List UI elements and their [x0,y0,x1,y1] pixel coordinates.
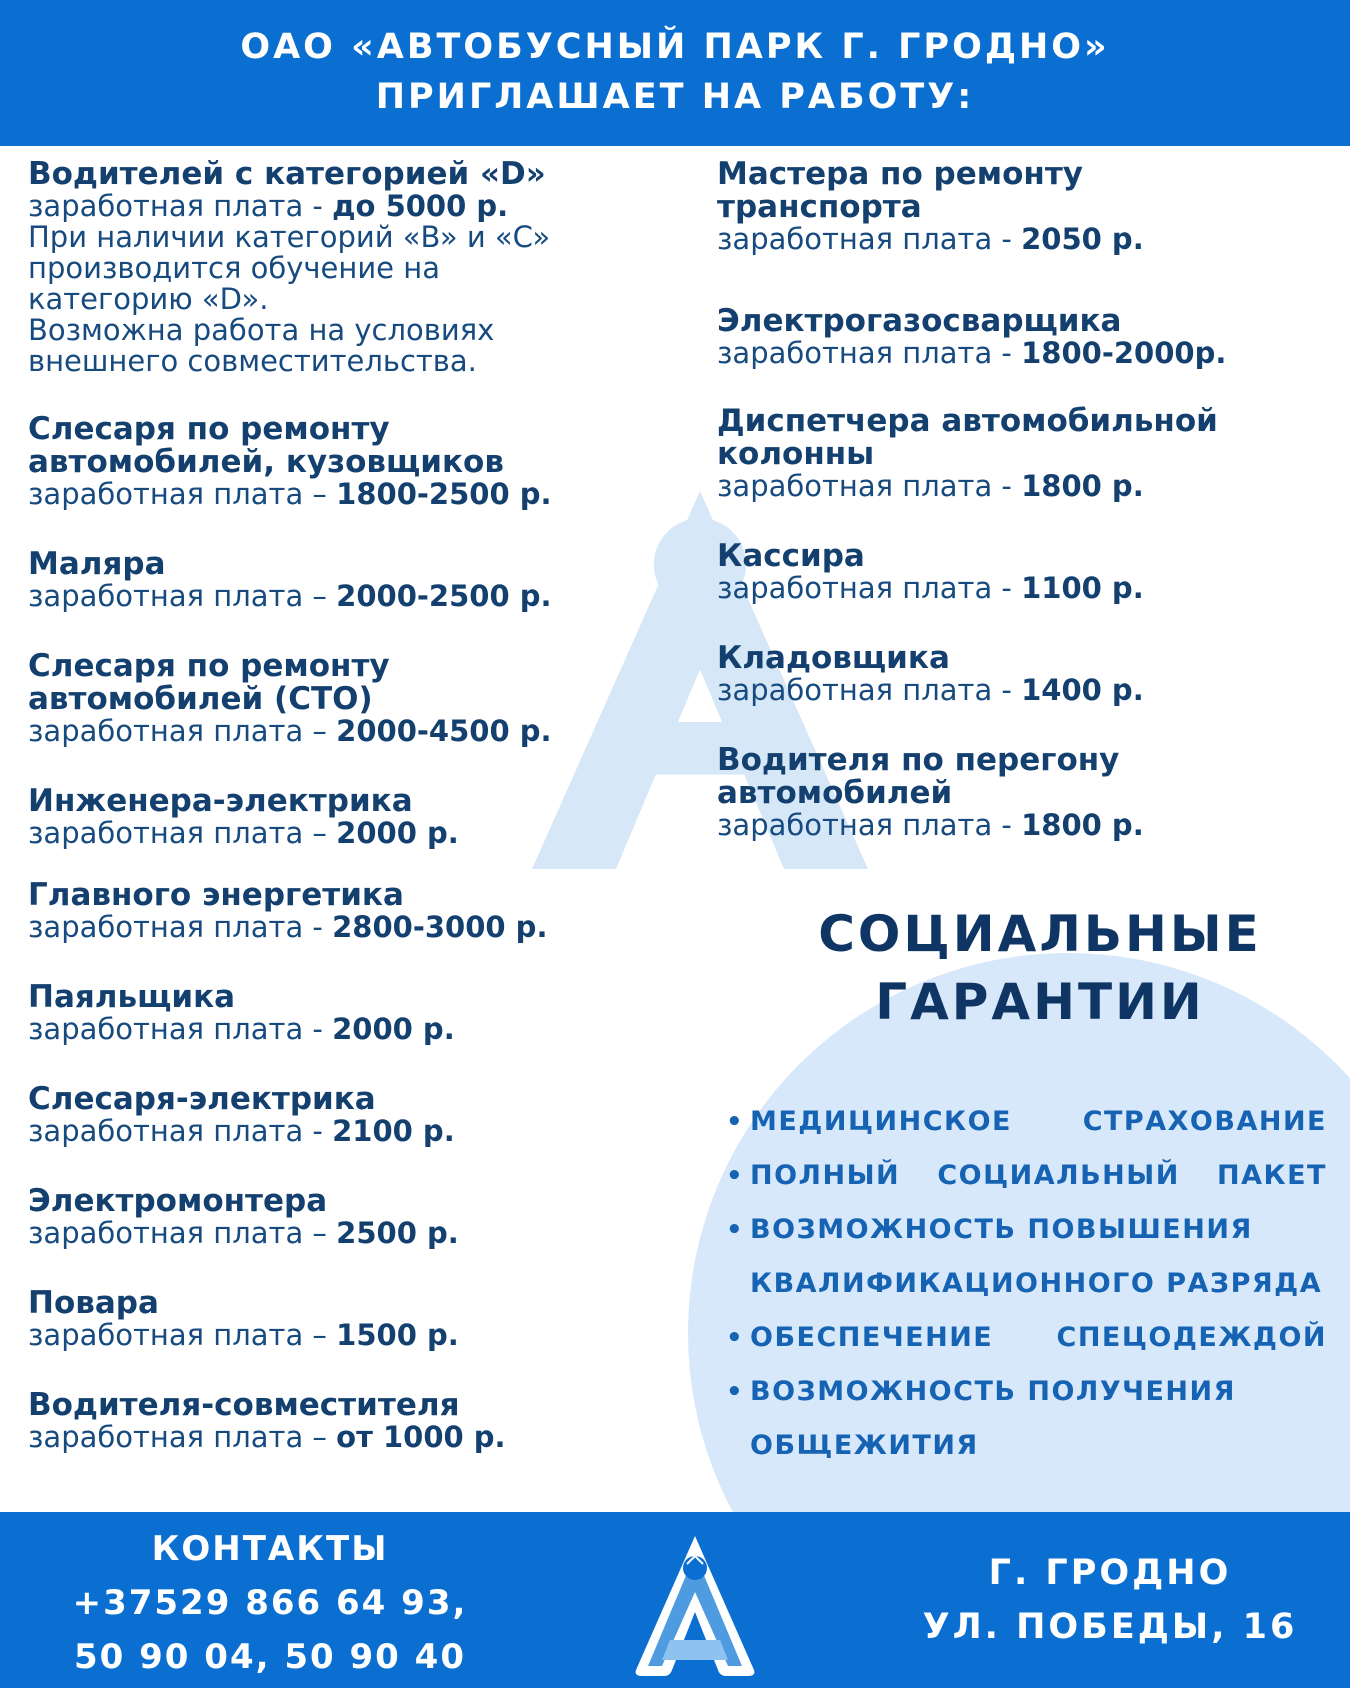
job-part-time-driver [28,1389,688,1453]
job-salary: заработная плата - 2100 р. [28,1114,455,1148]
job-salary: заработная плата – 2000-2500 р. [28,579,552,613]
job-cashier [717,540,1347,604]
job-salary: заработная плата – 2500 р. [28,1216,459,1250]
company-logo-icon [630,1530,760,1678]
job-title: Электромонтера [28,1183,328,1219]
social-item: • ОБЕСПЕЧЕНИЕ СПЕЦОДЕЖДОЙ [722,1311,1327,1365]
phone-numbers[interactable]: 50 90 04, 50 90 40 [74,1637,466,1677]
job-title: Водителя по перегону [717,742,1120,778]
job-salary: заработная плата - 1800 р. [717,469,1144,503]
job-title: Электрогазосварщика [717,303,1122,339]
job-painter [28,548,688,612]
job-salary: заработная плата - 1400 р. [717,673,1144,707]
job-title: Главного энергетика [28,877,404,913]
job-title: Слесаря по ремонту [28,648,390,684]
job-title: Слесаря по ремонту [28,411,390,447]
job-title: Повара [28,1285,159,1321]
bullet-icon: • [726,1107,745,1137]
job-title: Водителей с категорией «D» [28,156,546,192]
job-salary: заработная плата – 1800-2500 р. [28,477,552,511]
job-sto-mechanic [28,650,688,747]
job-electrical-engineer [28,785,688,849]
job-note: Возможна работа на условиях [28,313,495,347]
jobs-left-column [28,158,688,1453]
job-salary: заработная плата – 1500 р. [28,1318,459,1352]
job-electrician-mechanic [28,1083,688,1147]
job-cook [28,1287,688,1351]
job-note: внешнего совместительства. [28,344,477,378]
job-title: колонны [717,436,875,472]
job-note: При наличии категорий «B» и «C» [28,220,551,254]
job-salary: заработная плата - 2000 р. [28,1012,455,1046]
job-salary: заработная плата - 2800-3000 р. [28,910,548,944]
job-title: Водителя-совместителя [28,1387,460,1423]
bullet-icon: • [726,1215,745,1245]
header-title-line2: ПРИГЛАШАЕТ НА РАБОТУ: [375,77,975,117]
job-salary: заработная плата – 2000 р. [28,816,459,850]
job-title: автомобилей (СТО) [28,681,373,717]
job-title: Мастера по ремонту [717,156,1083,192]
job-storekeeper [717,642,1347,706]
job-note: категорию «D». [28,282,269,316]
footer-banner [0,1512,1350,1688]
job-title: транспорта [717,189,922,225]
social-item: • ПОЛНЫЙ СОЦИАЛЬНЫЙ ПАКЕТ [722,1149,1327,1203]
phone-numbers[interactable]: +37529 866 64 93, [72,1583,468,1623]
job-electrician [28,1185,688,1249]
job-repair-master [717,158,1347,255]
job-title: Паяльщика [28,979,236,1015]
social-guarantees-title: СОЦИАЛЬНЫЕ ГАРАНТИИ [818,905,1262,1031]
job-title: автомобилей [717,775,953,811]
social-item: • ВОЗМОЖНОСТЬ ПОЛУЧЕНИЯ ОБЩЕЖИТИЯ [722,1365,1327,1473]
job-title: Кассира [717,538,865,574]
address-city: Г. ГРОДНО [988,1553,1232,1593]
job-title: автомобилей, кузовщиков [28,444,504,480]
job-transfer-driver [717,744,1347,841]
job-solderer [28,981,688,1045]
bullet-icon: • [726,1161,745,1191]
job-title: Инженера-электрика [28,783,413,819]
bullet-icon: • [726,1377,745,1407]
job-salary: заработная плата – от 1000 р. [28,1420,506,1454]
social-guarantees-list [722,1095,1327,1473]
bullet-icon: • [726,1323,745,1353]
social-item: • ВОЗМОЖНОСТЬ ПОВЫШЕНИЯ КВАЛИФИКАЦИОННОГО РАЗРЯДА [722,1203,1327,1311]
social-item: • МЕДИЦИНСКОЕ СТРАХОВАНИЕ [722,1095,1327,1149]
job-bus-driver [28,158,688,377]
contacts-block [60,1522,480,1684]
job-title: Кладовщика [717,640,950,676]
header-banner [0,0,1350,146]
job-welder [717,305,1347,369]
contacts-title: КОНТАКТЫ [151,1529,389,1569]
job-note: производится обучение на [28,251,440,285]
jobs-right-column [717,158,1347,841]
job-salary: заработная плата - 1800 р. [717,808,1144,842]
job-salary: заработная плата - 2050 р. [717,222,1144,256]
job-salary: заработная плата - до 5000 р. [28,189,509,223]
address-street: УЛ. ПОБЕДЫ, 16 [922,1607,1298,1647]
job-salary: заработная плата - 1800-2000р. [717,336,1227,370]
job-title: Слесаря-электрика [28,1081,376,1117]
header-title-line1: ОАО «АВТОБУСНЫЙ ПАРК Г. ГРОДНО» [240,27,1110,67]
job-title: Маляра [28,546,166,582]
job-dispatcher [717,405,1347,502]
job-title: Диспетчера автомобильной [717,403,1218,439]
job-chief-power-engineer [28,879,688,943]
job-car-mechanic [28,413,688,510]
address-block [900,1546,1320,1654]
job-salary: заработная плата – 2000-4500 р. [28,714,552,748]
job-salary: заработная плата - 1100 р. [717,571,1144,605]
